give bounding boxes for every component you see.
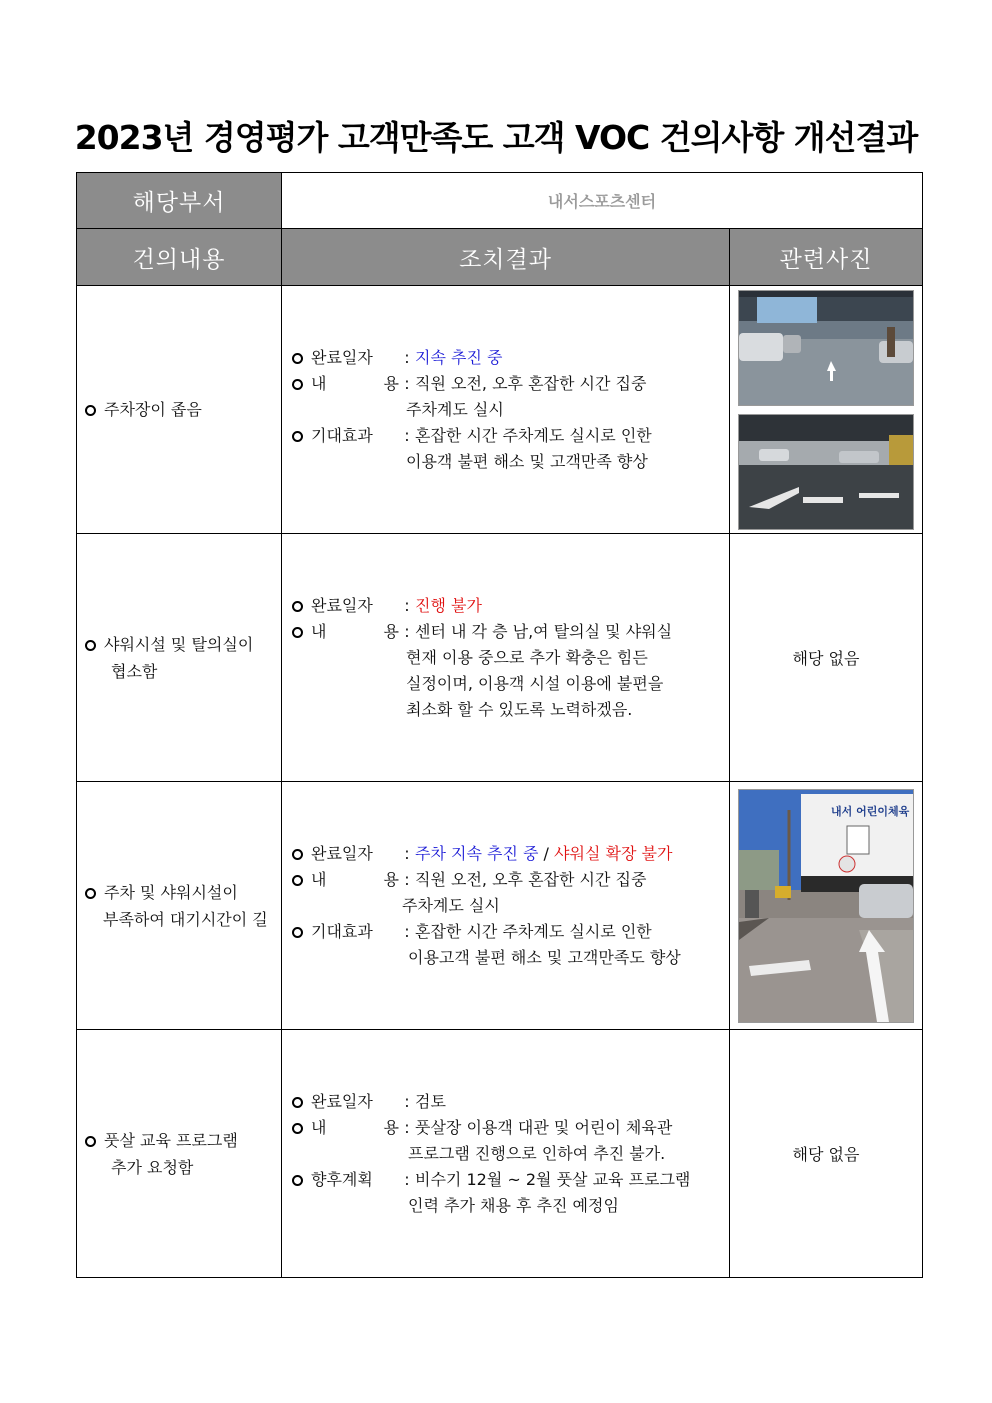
col-header-result: 조치결과 [282,229,730,286]
parking-photo-1 [738,290,914,406]
content-label: 내 용 [311,1117,399,1137]
date-separator: / [543,843,549,863]
request-text: 주차장이 좁음 [104,400,202,419]
request-text: 샤워시설 및 탈의실이 [104,634,254,654]
photo-cell: 해당 없음 [730,534,923,782]
circle-bullet-icon [85,888,96,899]
plan-label: 향후계획 [311,1169,373,1189]
content-line: 풋살장 이용객 대관 및 어린이 체육관 [415,1117,673,1137]
table-row [77,1030,923,1278]
building-sign: 내서 어린이체육 [831,804,910,818]
content-line: 실정이며, 이용객 시설 이용에 불편을 [406,673,664,693]
page-title: 2023년 경영평가 고객만족도 고객 VOC 건의사항 개선결과 [74,118,918,157]
table-row [77,534,923,782]
date-value: 검토 [415,1091,446,1111]
content-label: 내 용 [311,621,399,641]
circle-bullet-icon [292,431,303,442]
circle-bullet-icon [292,927,303,938]
content-label: 내 용 [311,869,399,889]
dept-value-cell: 내서스포츠센터 [282,173,923,229]
circle-bullet-icon [292,601,303,612]
request-text: 추가 요청함 [111,1157,194,1177]
result-cell: 완료일자 : 지속 추진 중 내 용 : 직원 오전, 오후 혼잡한 시간 집중 주차계도 실시 기대효과 : 혼잡한 시간 주차계도 실시로 인한 이용객 불편 해소 및 고객만족 향상 [282,286,730,534]
date-value-red: 샤워실 확장 불가 [554,843,673,863]
circle-bullet-icon [292,379,303,390]
effect-line: 혼잡한 시간 주차계도 실시로 인한 [415,921,652,941]
request-text: 주차 및 샤워시설이 [104,882,238,902]
dept-label-cell: 해당부서 [77,173,282,229]
request-cell [77,286,282,534]
circle-bullet-icon [85,640,96,651]
circle-bullet-icon [292,849,303,860]
building-parking-photo [738,789,914,1023]
date-label: 완료일자 [311,347,373,367]
col-header-request: 건의내용 [77,229,282,286]
content-line: 현재 이용 중으로 추가 확충은 힘든 [406,647,648,667]
circle-bullet-icon [292,353,303,364]
request-text: 부족하여 대기시간이 길 [103,909,268,929]
circle-bullet-icon [85,405,96,416]
photo-cell [730,286,923,534]
plan-line: 비수기 12월 ~ 2월 풋살 교육 프로그램 [415,1169,691,1189]
date-label: 완료일자 [311,1091,373,1111]
photo-cell [730,782,923,1030]
date-value: 지속 추진 중 [415,347,503,367]
date-value: 진행 불가 [415,595,482,615]
voc-table [76,172,923,1278]
date-value-blue: 주차 지속 추진 중 [415,843,539,863]
effect-line: 이용객 불편 해소 및 고객만족 향상 [406,451,648,471]
circle-bullet-icon [292,1097,303,1108]
photo-cell: 해당 없음 [730,1030,923,1278]
parking-photo-2 [738,414,914,530]
circle-bullet-icon [292,1175,303,1186]
col-header-photo: 관련사진 [730,229,923,286]
request-cell [77,782,282,1030]
request-text: 풋살 교육 프로그램 [104,1130,238,1150]
content-line: 주차계도 실시 [406,399,504,419]
content-line: 직원 오전, 오후 혼잡한 시간 집중 [415,869,647,889]
request-cell [77,534,282,782]
table-row [77,286,923,534]
content-label: 내 용 [311,373,399,393]
content-line: 최소화 할 수 있도록 노력하겠음. [406,699,633,719]
result-cell: 완료일자 : 진행 불가 내 용 : 센터 내 각 층 남,여 탈의실 및 샤워실 현재 이용 중으로 추가 확충은 힘든 실정이며, 이용객 시설 이용에 불편을 최소화 할 수 있도록 노력하겠음. [282,534,730,782]
effect-line: 이용고객 불편 해소 및 고객만족도 향상 [408,947,681,967]
effect-label: 기대효과 [311,425,373,445]
date-label: 완료일자 [311,595,373,615]
plan-line: 인력 추가 채용 후 추진 예정임 [408,1195,619,1215]
result-cell: 완료일자 : 주차 지속 추진 중 / 샤워실 확장 불가 내 용 : 직원 오전, 오후 혼잡한 시간 집중 주차계도 실시 기대효과 : 혼잡한 시간 주차계도 실시로 인한 이용고객 불편 해소 및 고객만족도 향상 [282,782,730,1030]
date-label: 완료일자 [311,843,373,863]
circle-bullet-icon [292,1123,303,1134]
circle-bullet-icon [292,627,303,638]
request-cell [77,1030,282,1278]
content-line: 주차계도 실시 [402,895,500,915]
content-line: 직원 오전, 오후 혼잡한 시간 집중 [415,373,647,393]
content-line: 센터 내 각 층 남,여 탈의실 및 샤워실 [415,621,673,641]
effect-label: 기대효과 [311,921,373,941]
effect-line: 혼잡한 시간 주차계도 실시로 인한 [415,425,652,445]
result-cell: 완료일자 : 검토 내 용 : 풋살장 이용객 대관 및 어린이 체육관 프로그램 진행으로 인하여 추진 불가. 향후계획 : 비수기 12월 ~ 2월 풋살 교육 프로그램 인력 추가 채용 후 추진 예정임 [282,1030,730,1278]
table-row [77,782,923,1030]
request-text: 협소함 [111,661,158,681]
circle-bullet-icon [292,875,303,886]
content-line: 프로그램 진행으로 인하여 추진 불가. [408,1143,666,1163]
circle-bullet-icon [85,1136,96,1147]
